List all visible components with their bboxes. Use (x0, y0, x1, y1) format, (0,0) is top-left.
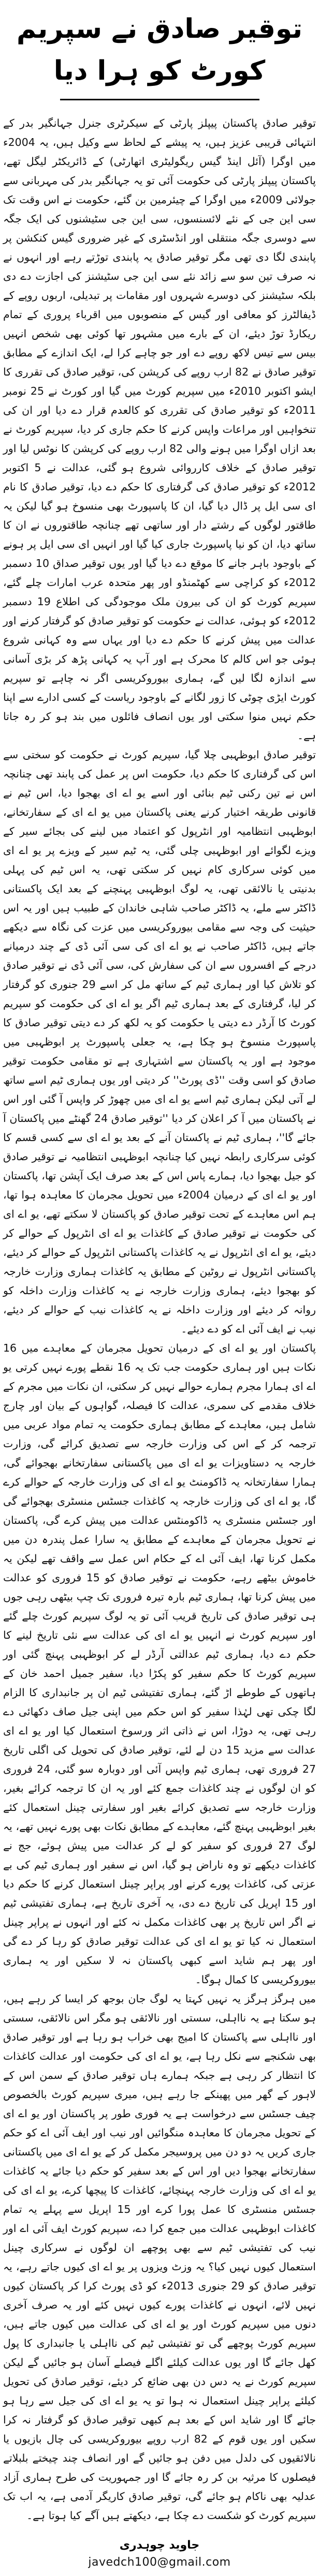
article-paragraph: میں ہرگز ہرگز یہ نہیں کہتا یہ لوگ جان بوجھ کر ایسا کر رہے ہیں، ہو سکتا ہے یہ نااہلی، سستی اور نالائقی ہو مگر اس نالائقی، سستی اور نااہلی سے پاکستان کا امیج بھی خراب ہو رہا ہے اور توقیر صادق بھی شکنجے سے نکل رہا ہے، یو اے ای کی حکومت اور عدالت کاغذات کا انتظار کر رہی ہے جبکہ ہمارے ہاں توقیر صادق کے سمن اس کے لاہور کے گھر میں پھینکے جا رہے ہیں، میری سپریم کورٹ بالخصوص چیف جسٹس سے درخواست ہے یہ فوری طور پر پاکستان اور یو اے ای کے تحویل مجرمان کا معاہدہ منگوائیں اور نیب اور ایف آئی اے کو حکم جاری کریں یہ دو دن میں پروسیجر مکمل کر کے یو اے ای میں پاکستانی سفارتخانے بھجوا دیں اور اس کے بعد سفیر کو حکم دیا جائے یہ کاغذات یو اے ای کی وزارت خارجہ پہنچائے، کاغذات کا پیچھا کرے، یو اے ای کی جسٹس منسٹری کا عمل پورا کرے اور 15 اپریل سے پہلے یہ تمام کاغذات ابوظہبی عدالت میں جمع کرا دے، سپریم کورٹ ایف آئی اے اور نیب کی تفتیشی ٹیم سے بھی پوچھے ان لوگوں نے سرکاری چینل استعمال کیوں نہیں کیا؟ یہ وزٹ ویزوں پر یو اے ای کیوں جاتے رہے، یہ توقیر صادق کو 29 جنوری 2013ء کو ڈی پورٹ کرا کر پاکستان کیوں نہیں لائے، انہوں نے کاغذات پورے کیوں نہیں کئے اور یہ صرف آخری دنوں میں سپریم کورٹ اور یو اے ای کی عدالت میں کیوں جاتے ہیں، سپریم کورٹ پوچھے گی تو تفتیشی ٹیم کی نااہلی یا جانبداری کا پول کھل جائے گا اور یوں عدالت کیلئے اگلے فیصلے آسان ہو جائیں گے لیکن سپریم کورٹ نے یہ دس دن بھی ضائع کر دیئے، توقیر صادق کی تحویل کیلئے پراپر چینل استعمال نہ ہوا تو یہ یو اے ای کی جیل سے رہا ہو جائے گا اور شاید اس کے بعد ہم کبھی توقیر صادق کو گرفتار نہ کرا سکیں اور یوں قوم کے 82 ارب روپے بیوروکریسی کی چال بازیوں یا نالائقیوں کی دلدل میں دفن ہو جائیں گے اور انصاف چند چیختے بلبلاتے فیصلوں کا مرثیہ بن کر رہ جائے گا اور جمہوریت کی طرح ہماری آزاد عدلیہ بھی ناکام ہو جائے گی، توقیر صادق کاریگر آدمی ہے، یہ اب تک سپریم کورٹ کو شکست دے چکا ہے، دیکھتے ہیں آگے کیا ہوتا ہے۔ (3, 1993, 316, 2522)
article-paragraph: پاکستان اور یو اے ای کے درمیان تحویل مجرمان کے معاہدے میں 16 نکات ہیں اور ہماری حکومت جب تک یہ 16 نقطے پورے نہیں کرتی یو اے ای ہمارا مجرم ہمارے حوالے نہیں کر سکتی، ان نکات میں مجرم کے خلاف مقدمے کی سمری، عدالت کا فیصلہ، گواہوں کے بیان اور چارج شامل ہیں، معاہدے کے مطابق ہماری حکومت یہ تمام مواد عربی میں ترجمہ کر کے اس کی وزارت خارجہ سے تصدیق کرائے گی، وزارت خارجہ یہ دستاویزات یو اے ای میں پاکستانی سفارتخانے بھجوائے گی، ہمارا سفارتخانہ یہ ڈاکومنٹ یو اے ای کی وزارت خارجہ کے حوالے کرے گا، یو اے ای کی وزارت خارجہ یہ کاغذات جسٹس منسٹری بھجوائے گی اور جسٹس منسٹری یہ ڈاکومنٹس عدالت میں پیش کرے گی، پاکستان نے تحویل مجرمان کے معاہدے کے مطابق یہ سارا عمل پندرہ دن میں مکمل کرنا تھا، ایف آئی اے کے حکام اس عمل سے واقف تھے لیکن یہ خاموش بیٹھے رہے، حکومت نے توقیر صادق کو 15 فروری کو عدالت میں پیش کرنا تھا، ہماری ٹیم بارہ تیرہ فروری تک چپ بیٹھی رہی جوں ہی توقیر صادق کی تاریخ قریب آئی تو یہ لوگ سپریم کورٹ چلے گئے اور سپریم کورٹ نے انہیں یو اے ای کی عدالت سے نئی تاریخ لینے کا حکم دے دیا، ہماری ٹیم عدالتی آرڈر لے کر ابوظہبی پہنچ گئی اور سپریم کورٹ کا حکم سفیر کو پکڑا دیا، سفیر جمیل احمد خان کے ہاتھوں کے طوطے اڑ گئے، ہماری تفتیشی ٹیم ان پر جانبداری کا الزام لگا چکی تھی لہٰذا سفیر کو اس حکم میں اپنی جیل صاف دکھائی دے رہی تھی، یہ دوڑا، اس نے ذاتی اثر ورسوخ استعمال کیا اور یو اے ای عدالت سے مزید 15 دن لے لئے، توقیر صادق کی تحویل کی اگلی تاریخ 27 فروری تھی، ہماری ٹیم واپس آئی اور دوبارہ سو گئی، 24 فروری کو ان لوگوں نے چند کاغذات جمع کئے اور یہ ان کا ترجمہ کرائے بغیر، وزارت خارجہ سے تصدیق کرائے بغیر اور سفارتی چینل استعمال کئے بغیر ابوظہبی پہنچ گئے، معاہدے کے مطابق نکات بھی پورے نہیں تھے، یہ لوگ 27 فروری کو سفیر کو لے کر عدالت میں پیش ہوئے، جج نے کاغذات دیکھے تو وہ ناراض ہو گیا، اس نے سفیر اور ہماری ٹیم کی بے عزتی کی، کاغذات پورے کرنے اور پراپر چینل استعمال کرنے کا حکم دیا اور 15 اپریل کی تاریخ دے دی، یہ آخری تاریخ ہے، ہماری تفتیشی ٹیم نے اگر اس تاریخ پر بھی کاغذات مکمل نہ کئے اور انہوں نے پراپر چینل استعمال نہ کیا تو یو اے ای کی عدالت توقیر صادق کو رہا کر دے گی اور پھر ہم شاید اسے کبھی پاکستان نہ لا سکیں اور یہ ہماری بیوروکریسی کا کمال ہوگا۔ (3, 1342, 316, 1986)
author-name: جاوید چوہدری (119, 2539, 200, 2552)
author-email: javedch100@gmail.com (88, 2556, 231, 2569)
article-body (3, 114, 316, 2525)
article-paragraph: توقیر صادق پاکستان پیپلز پارٹی کے سیکرٹری جنرل جہانگیر بدر کے انتہائی قریبی عزیز ہیں، یہ پیشے کے لحاظ سے وکیل ہیں، یہ 2004ء میں اوگرا (آئل اینڈ گیس ریگولیٹری اتھارٹی) کے ڈائریکٹر لیگل تھے، پاکستان پیپلز پارٹی کی حکومت آئی تو یہ جہانگیر بدر کی مہربانی سے جولائی 2009ء میں اوگرا کے چیئرمین بن گئے، حکومت نے اس وقت تک سی این جی کے نئے لائسنسوں، سی این جی سٹیشنوں کی ایک جگہ سے دوسری جگہ منتقلی اور انڈسٹری کے غیر ضروری گیس کنکشن پر پابندی لگا دی تھی مگر توقیر صادق یہ پابندی توڑتے رہے اور انہوں نے نہ صرف تین سو سے زائد نئے سی این جی سٹیشنز کی اجازت دے دی بلکہ سٹیشنز کی دوسرے شہروں اور مقامات پر تبدیلی، اربوں روپے کے ڈیفالٹرز کو معافی اور گیس کے منصوبوں میں اقرباء پروری کے تمام ریکارڈ توڑ دیئے، ان کے بارے میں مشہور تھا کوئی بھی شخص انہیں بیس سے تیس لاکھ روپے دے اور جو چاہے کرا لے، ایک اندازے کے مطابق توقیر صادق نے 82 ارب روپے کی کرپشن کی، توقیر صادق کی تقرری کا ایشو اکتوبر 2010ء میں سپریم کورٹ میں گیا اور کورٹ نے 25 نومبر 2011ء کو توقیر صادق کی تقرری کو کالعدم قرار دے دیا اور ان کی تنخواہیں اور مراعات واپس کرنے کا حکم جاری کر دیا، سپریم کورٹ نے بعد ازاں اوگرا میں ہونے والی 82 ارب روپے کی کرپشن کا نوٹس لیا اور توقیر صادق کے خلاف کارروائی شروع ہو گئی، عدالت نے 5 اکتوبر 2012ء کو توقیر صادق کی گرفتاری کا حکم دے دیا، توقیر صادق کا نام ای سی ایل پر ڈال دیا گیا، ان کا پاسپورٹ بھی منسوخ ہو گیا لیکن یہ طاقتور لوگوں کے رشتے دار اور ساتھی تھے چنانچہ طاقتوروں نے ان کا ساتھ دیا، ان کو نیا پاسپورٹ جاری کیا گیا اور انہیں ای سی ایل پر ہونے کے باوجود باہر جانے کا موقع دے دیا گیا اور یوں توقیر صداق 10 دسمبر 2012ء کو کراچی سے کھٹمنڈو اور پھر متحدہ عرب امارات چلے گئے، سپریم کورٹ کو ان کی بیرون ملک موجودگی کی اطلاع 19 دسمبر 2012ء کو ہوئی، عدالت نے حکومت کو توقیر صادق کو گرفتار کرنے اور عدالت میں پیش کرنے کا حکم دے دیا اور یہاں سے وہ کہانی شروع ہوئی جو اس کالم کا محرک ہے اور آپ یہ کہانی پڑھ کر بڑی آسانی سے اندازہ لگا لیں گے، ہماری بیوروکریسی اگر نہ چاہے تو سپریم کورٹ ایڑی چوٹی کا زور لگانے کے باوجود ریاست کے کسی ادارے سے اپنا حکم نہیں منوا سکتی اور یوں انصاف فائلوں میں بند ہو کر رہ جاتا ہے۔ (3, 117, 316, 742)
article-headline: توقیر صادق نے سپریم کورٹ کو ہرا دیا (16, 13, 303, 86)
article-paragraph: توقیر صادق ابوظہبی چلا گیا، سپریم کورٹ نے حکومت کو سختی سے اس کی گرفتاری کا حکم دیا، حکومت اس پر عمل کی پابند تھی چنانچہ اس نے تین رکنی ٹیم بنائی اور اسے یو اے ای بھجوا دیا، اس ٹیم نے قانونی طریقہ اختیار کرنے یعنی پاکستان میں یو اے ای کے سفارتخانے، ابوظہبی انتظامیہ اور انٹرپول کو اعتماد میں لینے کی بجائے سیر کے ویزے لگوائے اور ابوظہبی چلی گئی، یہ ٹیم سیر کے ویزے پر یو اے ای میں کوئی سرکاری کام نہیں کر سکتی تھی، یہ اس ٹیم کی پہلی بدنیتی یا نالائقی تھی، یہ لوگ ابوظہبی پہنچنے کے بعد ایک پاکستانی ڈاکٹر سے ملے، یہ ڈاکٹر صاحب شاہی خاندان کے طبیب ہیں اور یہ اس حیثیت کی وجہ سے مقامی بیوروکریسی میں عزت کی نگاہ سے دیکھے جاتے ہیں، ڈاکٹر صاحب نے یو اے ای کی سی آئی ڈی کے چند درمیانے درجے کے افسروں سے ان کی سفارش کی، سی آئی ڈی نے توقیر صادق کو تلاش کیا اور ہماری ٹیم کے ساتھ مل کر اسے 29 جنوری کو گرفتار کر لیا، گرفتاری کے بعد ہماری ٹیم اگر یو اے ای کی حکومت کو سپریم کورٹ کا آرڈر دے دیتی یا حکومت کو یہ لکھ کر دے دیتی توقیر صادق کا پاسپورٹ منسوخ ہو چکا ہے، یہ جعلی پاسپورٹ پر ابوظہبی میں موجود ہے اور یہ پاکستان سے اشتہاری ہے تو مقامی حکومت توقیر صادق کو اسی وقت ''ڈی پورٹ'' کر دیتی اور یوں ہماری ٹیم اسے ساتھ لے آتی لیکن ہماری ٹیم اسے یو اے ای میں چھوڑ کر واپس آ گئی اور اس نے پاکستان میں آ کر اعلان کر دیا ''توقیر صادق 24 گھنٹے میں پاکستان آ جائے گا''، ہماری ٹیم نے پاکستان آنے کے بعد یو اے ای سے کسی قسم کا کوئی سرکاری رابطہ نہیں کیا چنانچہ ابوظہبی انتظامیہ نے توقیر صادق کو جیل بھجوا دیا، ہمارے پاس اس کے بعد صرف ایک آپشن تھا، پاکستان اور یو اے ای کے درمیان 2004ء میں تحویل مجرمان کا معاہدہ ہوا تھا، ہم اس معاہدے کے تحت توقیر صادق کو پاکستان لا سکتے تھے، یو اے ای کی حکومت نے توقیر صادق کے کاغذات یو اے ای انٹرپول کے حوالے کر دیئے، یو اے ای انٹرپول نے یہ کاغذات پاکستانی انٹرپول کے حوالے کر دیئے، پاکستانی انٹرپول نے روٹین کے مطابق یہ کاغذات ہماری وزارت خارجہ کو بھجوا دیئے، ہماری وزارت خارجہ نے یہ کاغذات وزارت داخلہ کو روانہ کر دیئے اور وزارت داخلہ نے یہ کاغذات نیب کے حوالے کر دیئے، نیب نے ایف آئی اے کو دے دیئے۔ (3, 748, 316, 1336)
headline-underline (60, 99, 259, 100)
